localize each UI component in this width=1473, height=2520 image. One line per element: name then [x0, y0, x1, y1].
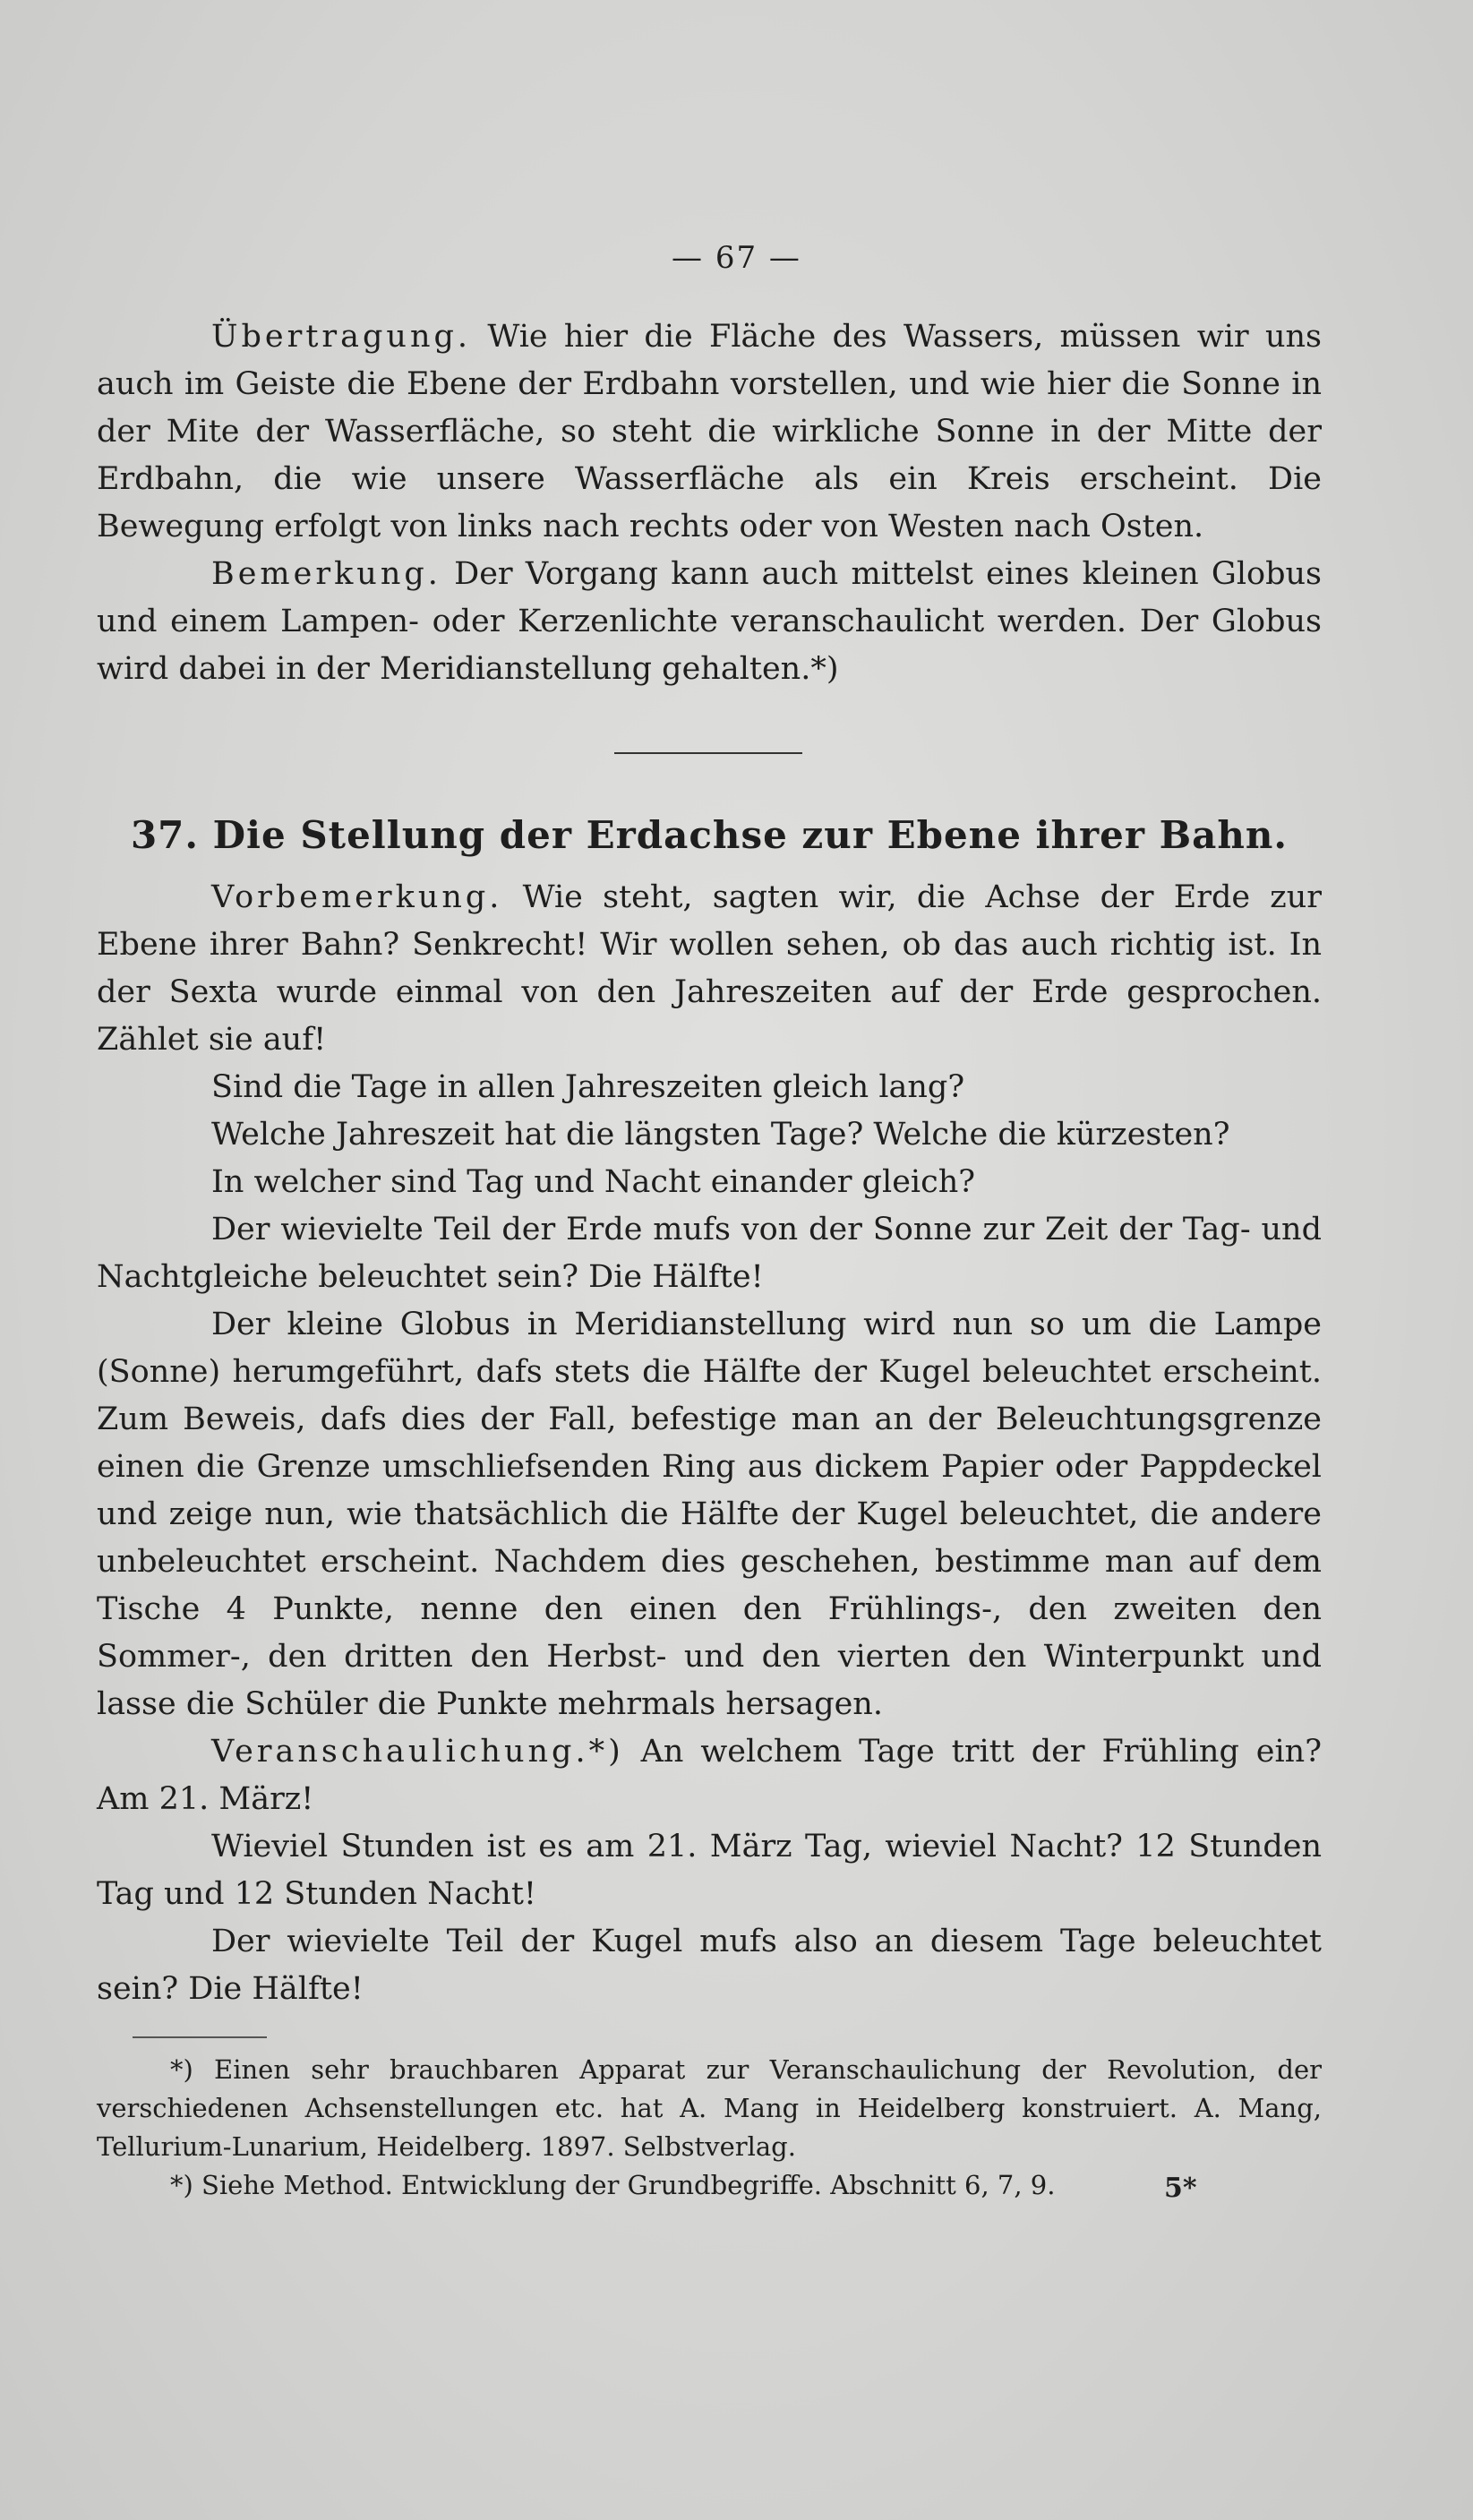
label-veranschaulichung: Veranschaulichung.*)	[211, 1734, 624, 1770]
paragraph-globus: Der kleine Globus in Meridianstellung wird nun so um die Lampe (Sonne) herumgeführt, dafs stets die Hälfte der Kugel beleuchtet erscheint. Zum Beweis, dafs dies der Fall, befestige man an der Beleuchtungsgrenze einen die Grenze umschliefsenden Ring aus dickem Papier oder Pappdeckel und zeige nun, wie thatsächlich die Hälfte der Kugel beleuchtet, die andere unbeleuchtet erscheint. Nachdem dies geschehen, bestimme man auf dem Tische 4 Punkte, nenne den einen den Frühlings-, den zweiten den Sommer-, den dritten den Herbst- und den vierten den Winterpunkt und lasse die Schüler die Punkte mehrmals hersagen.	[97, 1307, 1322, 1722]
label-vorbemerkung: Vorbemerkung.	[211, 879, 503, 915]
question-1: Sind die Tage in allen Jahreszeiten gleich lang?	[211, 1069, 965, 1105]
footnote-2: *) Siehe Method. Entwicklung der Grundbegriffe. Abschnitt 6, 7, 9.	[170, 2170, 1056, 2200]
footnote-rule	[133, 2036, 267, 2038]
paragraph-uebertragung	[97, 313, 1322, 551]
question-4: Der wievielte Teil der Erde mufs von der Sonne zur Zeit der Tag- und Nachtgleiche beleuchtet sein? Die Hälfte!	[97, 1212, 1322, 1295]
text-vorbemerkung: Wie steht, sagten wir, die Achse der Erde zur Ebene ihrer Bahn? Senkrecht! Wir wollen sehen, ob das auch richtig ist. In der Sexta wurde einmal von den Jahreszeiten auf der Erde gesprochen. Zählet sie auf!	[97, 879, 1322, 1058]
question-6: Der wievielte Teil der Kugel mufs also an diesem Tage beleuchtet sein? Die Hälfte!	[97, 1924, 1322, 2007]
question-3: In welcher sind Tag und Nacht einander gleich?	[211, 1164, 976, 1200]
printer-signature: 5*	[1164, 2173, 1197, 2204]
paragraph-vorbemerkung	[97, 874, 1322, 1064]
section-title: 37. Die Stellung der Erdachse zur Ebene ihrer Bahn.	[130, 813, 1289, 857]
paragraph-veranschaulichung	[97, 1728, 1322, 1823]
label-bemerkung: Bemerkung.	[211, 556, 441, 592]
section-divider	[614, 752, 802, 754]
page-number: — 67 —	[672, 240, 801, 276]
label-uebertragung: Übertragung.	[211, 319, 472, 355]
paragraph-bemerkung	[97, 551, 1322, 693]
section-body	[97, 874, 1322, 2013]
question-2: Welche Jahreszeit hat die längsten Tage? Welche die kürzesten?	[211, 1117, 1230, 1153]
text-uebertragung: Wie hier die Fläche des Wassers, müssen wir uns auch im Geiste die Ebene der Erdbahn vorstellen, und wie hier die Sonne in der Mite der Wasserfläche, so steht die wirkliche Sonne in der Mitte der Erdbahn, die wie unsere Wasserfläche als ein Kreis erscheint. Die Bewegung erfolgt von links nach rechts oder von Westen nach Osten.	[97, 319, 1322, 544]
text-veranschaulichung: An welchem Tage tritt der Frühling ein? Am 21. März!	[97, 1734, 1322, 1817]
intro-text	[97, 313, 1322, 693]
text-bemerkung: Der Vorgang kann auch mittelst eines kleinen Globus und einem Lampen- oder Kerzenlichte veranschaulicht werden. Der Globus wird dabei in der Meridianstellung gehalten.*)	[97, 556, 1322, 687]
footnotes	[97, 2051, 1322, 2205]
footnote-1: *) Einen sehr brauchbaren Apparat zur Veranschaulichung der Revolution, der verschiedenen Achsenstellungen etc. hat A. Mang in Heidelberg konstruiert. A. Mang, Tellurium-Lunarium, Heidelberg. 1897. Selbstverlag.	[97, 2054, 1322, 2162]
question-5: Wieviel Stunden ist es am 21. März Tag, wieviel Nacht? 12 Stunden Tag und 12 Stunden Nacht!	[97, 1829, 1322, 1912]
